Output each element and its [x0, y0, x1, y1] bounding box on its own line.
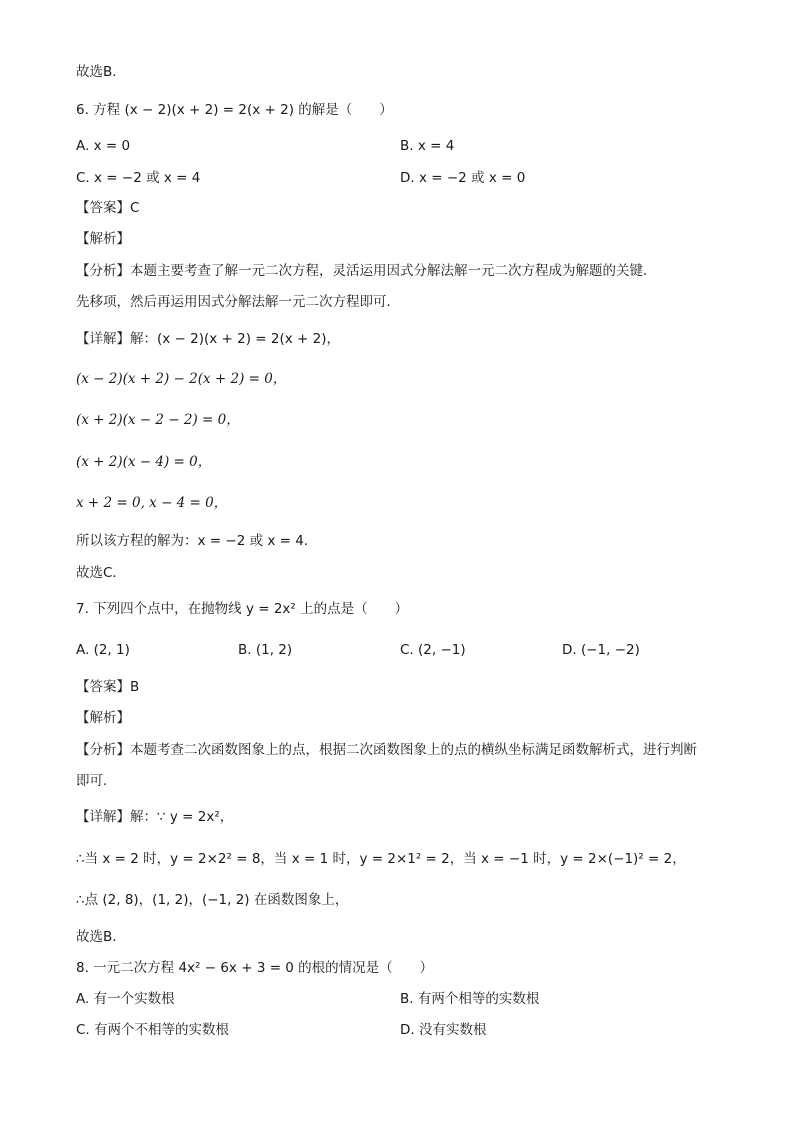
q7-step-1: ∴当 x = 2 时，y = 2×2² = 8，当 x = 1 时，y = 2×1² = 2，当 x = −1 时，y = 2×(−1)² = 2， [76, 851, 686, 867]
q8-option-c: C. 有两个不相等的实数根 [76, 1022, 230, 1038]
q6-analysis-text-2: 先移项，然后再运用因式分解法解一元二次方程即可． [76, 294, 400, 310]
q8-option-d: D. 没有实数根 [400, 1022, 487, 1038]
q6-analysis-text: 【分析】本题主要考查了解一元二次方程，灵活运用因式分解法解一元二次方程成为解题的关键． [76, 263, 657, 279]
q7-option-a: A. (2, 1) [76, 642, 130, 658]
q7-option-b: B. (1, 2) [238, 642, 293, 658]
q6-option-c: C. x = −2 或 x = 4 [76, 170, 201, 186]
q6-option-a: A. x = 0 [76, 138, 131, 154]
q7-answer: 【答案】B [76, 679, 140, 695]
q6-analysis-heading: 【解析】 [76, 231, 130, 247]
q7-option-c: C. (2, −1) [400, 642, 466, 658]
q7-option-d: D. (−1, −2) [562, 642, 640, 658]
q6-solution-line: 【详解】解：(x − 2)(x + 2) = 2(x + 2)， [76, 331, 341, 347]
conclusion-line: 故选B． [76, 64, 126, 80]
q6-answer: 【答案】C [76, 200, 140, 216]
q8-option-b: B. 有两个相等的实数根 [400, 991, 540, 1007]
q6-choice: 故选C． [76, 565, 126, 581]
q7-analysis-text-2: 即可． [76, 773, 117, 789]
question-7-stem: 7. 下列四个点中，在抛物线 y = 2x² 上的点是（ ） [76, 601, 409, 617]
q6-option-d: D. x = −2 或 x = 0 [400, 170, 526, 186]
q6-step-2: (x + 2)(x − 2 − 2) = 0， [76, 412, 240, 428]
question-6-stem: 6. 方程 (x − 2)(x + 2) = 2(x + 2) 的解是（ ） [76, 102, 393, 118]
question-8-stem: 8. 一元二次方程 4x² − 6x + 3 = 0 的根的情况是（ ） [76, 960, 434, 976]
q7-analysis-heading: 【解析】 [76, 710, 130, 726]
q6-step-5: 所以该方程的解为：x = −2 或 x = 4． [76, 533, 318, 549]
q6-step-4: x + 2 = 0, x − 4 = 0， [76, 495, 228, 511]
q8-option-a: A. 有一个实数根 [76, 991, 175, 1007]
q7-analysis-text: 【分析】本题考查二次函数图象上的点，根据二次函数图象上的点的横纵坐标满足函数解析式，进行判断 [76, 742, 697, 758]
q6-step-1: (x − 2)(x + 2) − 2(x + 2) = 0， [76, 371, 287, 387]
q7-solution-line: 【详解】解：∵ y = 2x²， [76, 809, 234, 825]
q6-option-b: B. x = 4 [400, 138, 455, 154]
q7-step-2: ∴点 (2, 8)，(1, 2)，(−1, 2) 在函数图象上， [76, 892, 349, 908]
q7-choice: 故选B． [76, 929, 126, 945]
q6-step-3: (x + 2)(x − 4) = 0， [76, 454, 212, 470]
